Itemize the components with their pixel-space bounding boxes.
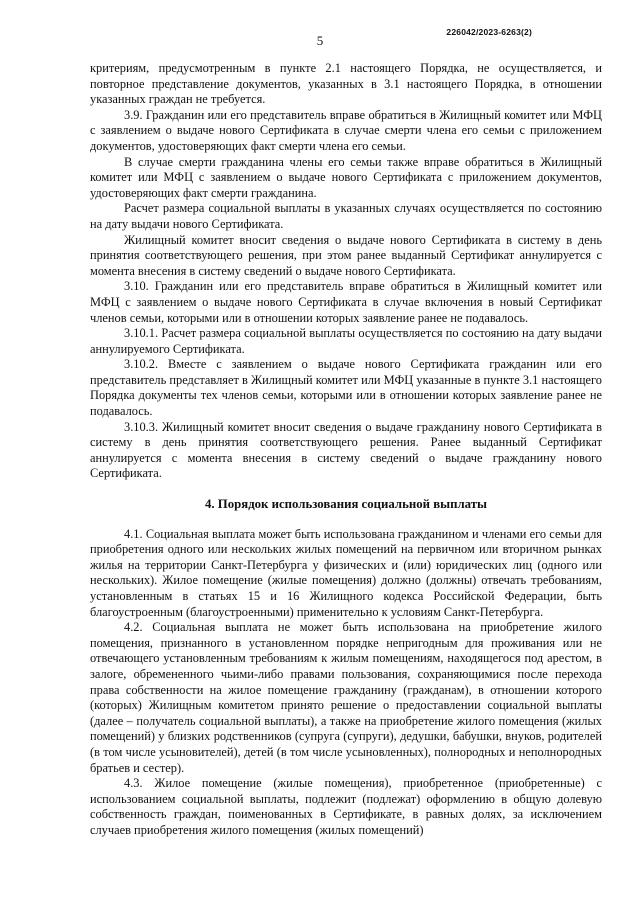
paragraph-payment-calculation: Расчет размера социальной выплаты в указанных случаях осуществляется по состоянию на дату выдачи нового Сертификата. (90, 201, 602, 231)
page-number: 5 (316, 33, 324, 48)
paragraph-4-1: 4.1. Социальная выплата может быть использована гражданином и членами его семьи для приобретения одного или нескольких жилых помещений на первичном или вторичном рынках жилья на территории Санкт-Петербурга у физических и (или) юридических лиц (одного или нескольких). Жилое помещение (жилые помещения) должно (должны) отвечать требованиям, установленным в статьях 15 и 16 Жилищного кодекса Российской Федерации, быть благоустроенным (благоустроенными) применительно к условиям Санкт-Петербурга. (90, 526, 602, 619)
document-body (90, 61, 602, 839)
paragraph-3-10: 3.10. Гражданин или его представитель вправе обратиться в Жилищный комитет или МФЦ с заявлением о выдаче нового Сертификата в случае включения в новый Сертификат членов семьи, которыми или в отношении которых заявление ранее не подавалось. (90, 279, 602, 325)
section-heading: 4. Порядок использования социальной выплаты (205, 497, 487, 512)
paragraph-3-9: 3.9. Гражданин или его представитель вправе обратиться в Жилищный комитет или МФЦ с заявлением о выдаче нового Сертификата в случае смерти члена его семьи с приложением документов, удостоверяющих факт смерти члена его семьи. (90, 107, 602, 153)
paragraph-death-of-citizen: В случае смерти гражданина члены его семьи также вправе обратиться в Жилищный комитет или МФЦ с заявлением о выдаче нового Сертификата с приложением документов, удостоверяющих факт смерти гражданина. (90, 154, 602, 200)
paragraph-4-3: 4.3. Жилое помещение (жилые помещения), приобретенное (приобретенные) с использованием социальной выплаты, подлежит (подлежат) оформлению в общую долевую собственность граждан, поименованных в Сертификате, в равных долях, за исключением случаев приобретения жилого помещения (жилых помещений) (90, 776, 602, 837)
paragraph-continuation: критериям, предусмотренным в пункте 2.1 настоящего Порядка, не осуществляется, и повторное представление документов, указанных в 3.1 настоящего Порядка, в отношении указанных граждан не требуется. (90, 61, 602, 107)
paragraph-4-2: 4.2. Социальная выплата не может быть использована на приобретение жилого помещения, признанного в установленном порядке непригодным для проживания или не отвечающего установленным требованиям к жилым помещениям, находящегося под арестом, в залоге, обремененного чьими-либо правами пользования, сохраняющимися после перехода права собственности на жилое помещение гражданину (гражданам), в отношении которого (которых) Жилищным комитетом принято решение о предоставлении социальной выплаты (далее – получатель социальной выплаты), а также на приобретение жилого помещения (жилых помещений) у близких родственников (супруга (супруги), дедушки, бабушки, внуков, родителей (в том числе усыновителей), детей (в том числе усыновленных), полнородных и неполнородных братьев и сестер). (90, 620, 602, 775)
paragraph-3-10-3: 3.10.3. Жилищный комитет вносит сведения о выдаче гражданину нового Сертификата в систему в день принятия соответствующего решения. Ранее выданный Сертификат аннулируется с момента внесения в систему сведений о выдаче гражданину нового Сертификата. (90, 419, 602, 481)
paragraph-3-10-2: 3.10.2. Вместе с заявлением о выдаче нового Сертификата гражданин или его представитель представляет в Жилищный комитет или МФЦ указанные в пункте 3.1 настоящего Порядка документы тех членов семьи, которыми или в отношении которых заявление ранее не подавалось. (90, 357, 602, 419)
document-number: 226042/2023-6263(2) (446, 27, 532, 37)
paragraph-3-10-1: 3.10.1. Расчет размера социальной выплаты осуществляется по состоянию на дату выдачи аннулируемого Сертификата. (90, 326, 602, 356)
paragraph-committee-records: Жилищный комитет вносит сведения о выдаче нового Сертификата в систему в день принятия соответствующего решения, при этом ранее выданный Сертификат аннулируется с момента внесения в систему сведений о выдаче нового Сертификата. (90, 232, 602, 278)
